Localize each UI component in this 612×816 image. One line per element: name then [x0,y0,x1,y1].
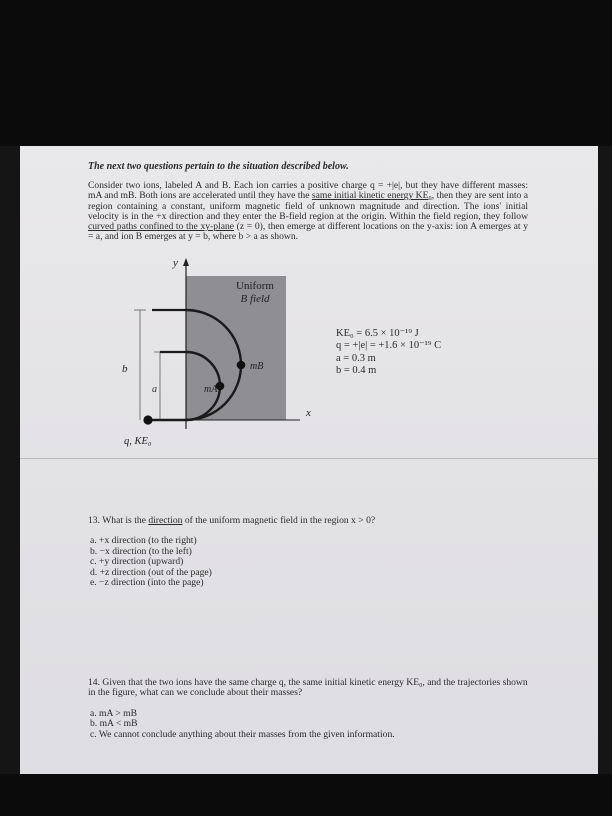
field-region [186,276,286,420]
intro-text-3: (z = 0), then emerge at different locations on the y-axis: ion A emerges at y = a, and ion B emerges at y = b, where b > a as shown. [88,221,529,243]
left-edge-shadow [0,146,20,774]
intro-underlined-1: same initial kinetic energy KE₀ [311,190,432,202]
x-axis-label: x [306,407,311,419]
question-14-options [90,709,528,740]
answer-option[interactable]: e. −z direction (into the page) [90,577,204,589]
origin-label: q, KE₀ [124,436,152,447]
question-14 [88,678,528,740]
y-axis-arrow [183,258,189,266]
section-heading: The next two questions pertain to the situation described below. [88,161,349,172]
given-values [336,328,441,378]
intro-text-2: , then they are sent into a region containing a constant, uniform magnetic field of unknown magnitude and direction. The ions' initial velocity is in the +x direction and they enter the B-field region at the origin. Within the field region, they follow [88,190,529,222]
y-axis-label: y [173,257,178,269]
question-13-text-2: of the uniform magnetic field in the region x > 0? [182,515,376,526]
mB-label: mB [250,361,264,372]
question-13 [88,516,528,588]
mA-label: mA [204,384,218,395]
answer-option[interactable]: c. We cannot conclude anything about their masses from the given information. [90,728,395,740]
field-label-line2: B field [240,293,270,305]
problem-intro [88,162,528,242]
intro-underlined-2: curved paths confined to the xy-plane [88,221,235,233]
origin-ion-marker [143,415,152,424]
document-page [0,146,612,774]
answer-option[interactable]: c. +y direction (upward) [90,556,184,568]
answer-option[interactable]: a. mA > mB [90,707,137,719]
given-value: KE₀ = 6.5 × 10⁻¹⁹ J [336,328,419,339]
given-value: q = +|e| = +1.6 × 10⁻¹⁹ C [336,340,442,352]
ion-b-marker [237,361,246,370]
a-label: a [152,384,157,395]
answer-option[interactable]: d. +z direction (out of the page) [90,566,212,578]
trajectory-figure [100,254,360,454]
section-divider [20,458,598,459]
intro-paragraph [88,181,528,242]
question-13-stem [88,516,528,526]
question-13-text-1: 13. What is the [88,515,149,526]
answer-option[interactable]: b. −x direction (to the left) [90,545,192,557]
answer-option[interactable]: a. +x direction (to the right) [90,535,197,547]
question-13-options [90,536,528,588]
answer-option[interactable]: b. mA < mB [90,718,138,730]
question-14-stem: 14. Given that the two ions have the same charge q, the same initial kinetic energy KE₀, and the trajectories shown in the figure, what can we conclude about their masses? [88,677,528,699]
intro-text-1: Consider two ions, labeled A and B. Each ion carries a positive charge q = +|e|, but they have different masses: mA and mB. Both ions are accelerated until they have the [88,180,528,202]
field-label-line1: Uniform [236,280,274,292]
b-label: b [122,363,128,375]
question-13-underlined: direction [148,515,183,526]
right-edge-shadow [598,146,612,774]
given-value: b = 0.4 m [336,365,377,377]
given-value: a = 0.3 m [336,352,376,364]
